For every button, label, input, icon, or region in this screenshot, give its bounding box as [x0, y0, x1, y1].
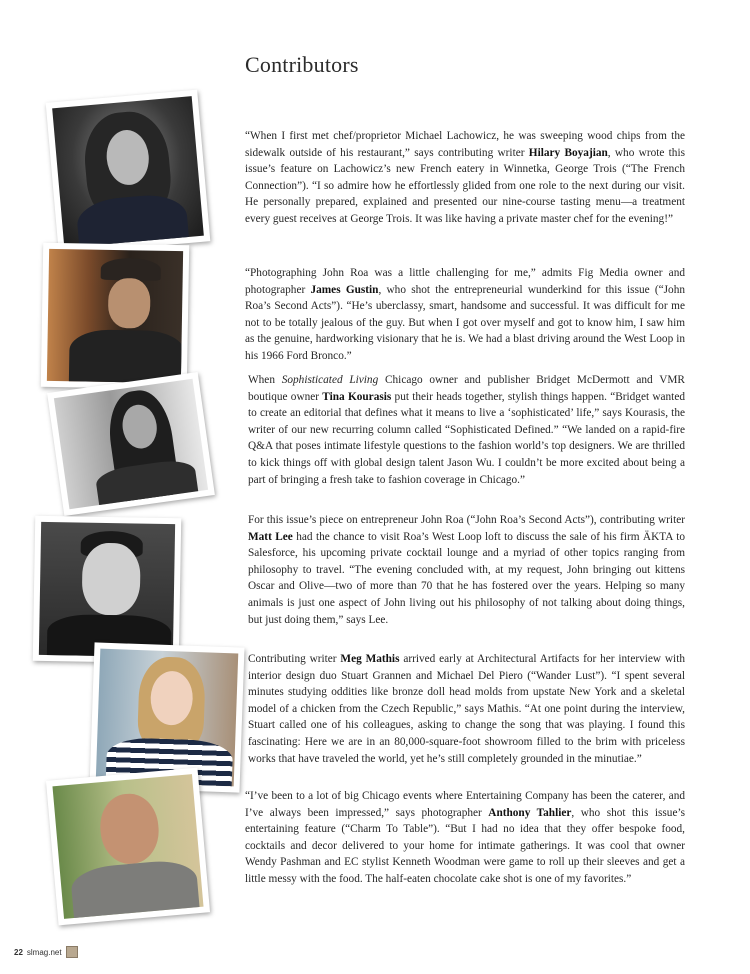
magazine-logo-icon — [66, 946, 78, 958]
photo-james-gustin — [41, 243, 189, 390]
contributor-paragraph-tahlier: “I’ve been to a lot of big Chicago events where Entertaining Company has been the caterer, and I’ve always been impressed,” says photographer Anthony Tahlier, who shot this issue’s entertaining feature (“Charm To Table”). “But I had no idea that they offer bespoke food, cocktails and decor delivered to your home for intimate gatherings. It was cool that owner Wendy Pashman and EC stylist Kenneth Woodman were game to roll up their sleeves and get a little messy with the food. The half-eaten chocolate cake shot is one of my favorites.” — [245, 790, 685, 885]
contributor-paragraph-kourasis: When Sophisticated Living Chicago owner and publisher Bridget McDermott and VMR boutique owner Tina Kourasis put their heads together, stylish things happen. “Bridget wanted to create an editorial that defines what it means to live a ‘sophisticated’ life,” says Kourasis, the writer of our new recurring column called “Sophisticated Defined.” “We landed on a rapid-fire Q&A that poses intimate lifestyle questions to the fashion world’s top designers. We are thrilled to kick things off with global design talent Jason Wu. I couldn’t be more excited about being a part of bringing a fresh take to fashion coverage in Chicago.” — [248, 374, 685, 486]
magazine-name: Sophisticated Living — [281, 374, 379, 386]
contributor-paragraph-boyajian: “When I first met chef/proprietor Michael Lachowicz, he was sweeping wood chips from the sidewalk outside of his restaurant,” says contributing writer Hilary Boyajian, who wrote this issue’s feature on Lachowicz’s new French eatery in Winnetka, George Trois (“The French Connection”). “I so admire how he effortlessly glided from one role to the next during our visit. He personally prepared, explained and presented our nine-course tasting menu—a treatment every guest receives at George Trois. It was like having a private master chef for the evening!” — [245, 130, 685, 225]
page-footer — [14, 946, 78, 958]
contributor-name: Matt Lee — [248, 530, 293, 543]
contributor-paragraph-gustin: “Photographing John Roa was a little challenging for me,” admits Fig Media owner and photographer James Gustin, who shot the entrepreneurial wunderkind for this issue (“John Roa’s Second Acts”). “He’s uberclassy, smart, handsome and successful. It was difficult for me not to be totally jealous of the guy. But when I got over myself and got to know him, I saw him as the genuine, hardworking visionary that he is. We had a blast driving around the West Loop in his 1966 Ford Bronco.” — [245, 267, 685, 362]
contributor-paragraph-mathis: Contributing writer Meg Mathis arrived early at Architectural Artifacts for her interview with interior design duo Stuart Grannen and Michael Del Piero (“Wander Lust”). “I spent several minutes studying oddities like bronze doll head molds from upstate New York and a skeletal model of a chicken from the Czech Republic,” says Mathis. “At one point during the interview, Stuart called one of his colleagues, asking to change the song that was playing. I found this fascinating: Here we are in an 80,000-square-foot showroom filled to the brim with priceless works that have traveled the world, yet he’s still completely grounded in the minutiae.” — [248, 653, 685, 765]
contributor-paragraph-lee: For this issue’s piece on entrepreneur John Roa (“John Roa’s Second Acts”), contributing writer Matt Lee had the chance to visit Roa’s West Loop loft to discuss the sale of his firm ÄKTA to Salesforce, his upcoming private cocktail lounge and a myriad of other topics ranging from philosophy to travel. “The evening concluded with, at my request, John bringing out kittens Oscar and Olive—two of more than 70 that he has fostered over the years. Helping so many animals is just one aspect of John living out his philosophy of not talking about doing things, but just doing them,” says Lee. — [248, 514, 685, 626]
contributor-name: Anthony Tahlier — [488, 806, 572, 819]
page-number: 22 — [14, 947, 23, 957]
page-title: Contributors — [245, 52, 359, 77]
contributor-name: Tina Kourasis — [322, 390, 392, 403]
photo-tina-kourasis — [47, 372, 215, 516]
contributor-name: James Gustin — [310, 283, 379, 296]
contributor-name: Meg Mathis — [340, 653, 400, 665]
photo-anthony-tahlier — [46, 768, 210, 926]
site-url: slmag.net — [26, 947, 62, 957]
photo-hilary-boyajian — [46, 90, 211, 255]
contributor-name: Hilary Boyajian — [528, 146, 608, 159]
photo-matt-lee — [33, 516, 182, 664]
